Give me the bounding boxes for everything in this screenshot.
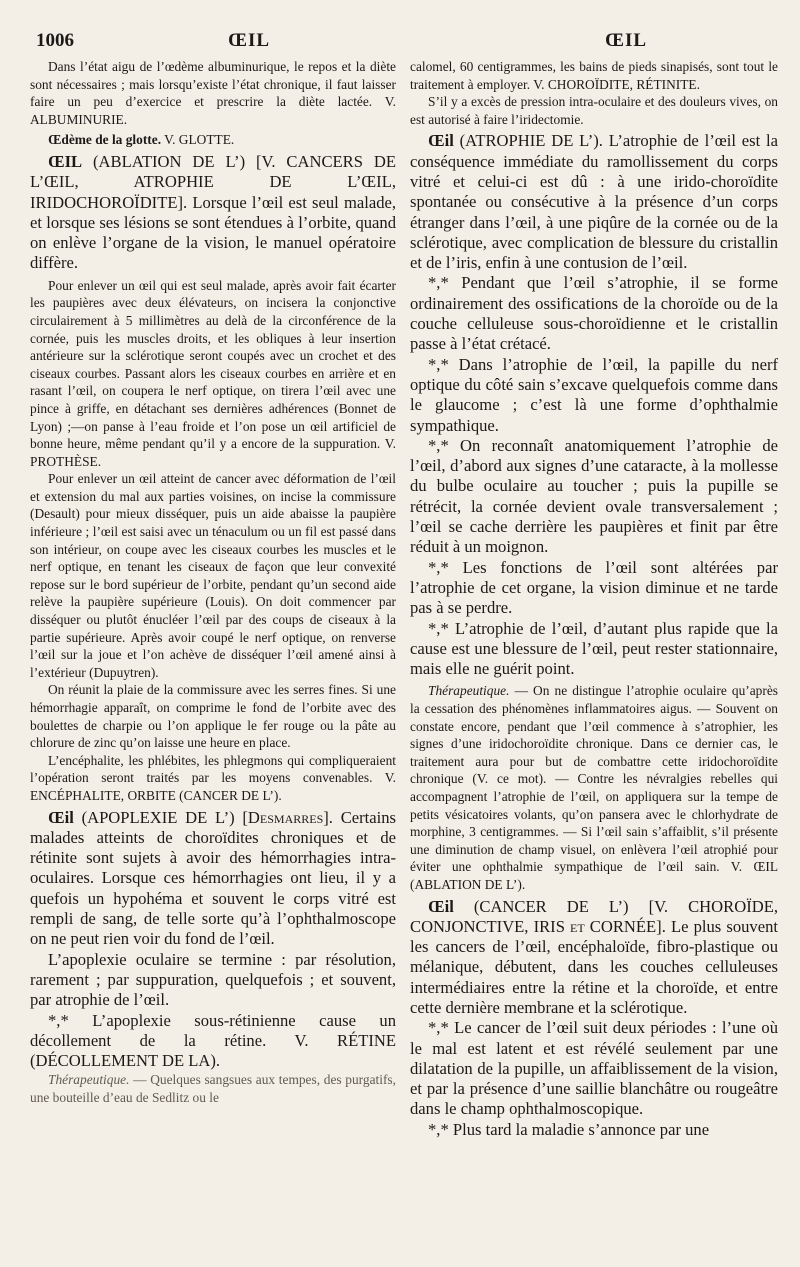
paragraph: Pour enlever un œil qui est seul malade, après avoir fait écarter les paupières avec deux élévateurs, on incisera la conjonctive circulairement à 5 millimètres au delà de la circonférence de la cornée, puis les muscles droits, et les obliques à leur insertion antérieure sur la sclérotique seront coupés avec un crochet et des ciseaux courbes. Passant alors les ciseaux courbes en arrière et en rasant l’œil, on coupera le nerf optique, on tirera l’œil avec une pince à griffe, en détachant ses dernières adhérences (Bonnet de Lyon) ;—on panse à l’eau froide et l’on pose un œil artificiel de bonne heure, même pendant qu’il y a encore de la suppuration. V. PROTHÈSE.: [30, 277, 396, 469]
entry-title: (APOPLEXIE DE L’) [Desmarres].: [81, 807, 333, 827]
entry-heading: Œil: [428, 131, 454, 151]
paragraph: Dans l’état aigu de l’œdème albuminurique, le repos et la diète sont nécessaires ; mais lorsqu’existe l’état chronique, il faut laisser faire un peu d’exercice et prescrire la diète lactée. V. ALBUMINURIE.: [30, 59, 396, 127]
cross-reference: V. GLOTTE.: [164, 132, 235, 148]
note-paragraph: *,* Plus tard la maladie s’annonce par une: [428, 1119, 710, 1139]
entry-atrophie: [410, 131, 778, 273]
right-column: [410, 58, 778, 1140]
entry-title: (ATROPHIE DE L’).: [459, 131, 603, 151]
note-paragraph: *,* Dans l’atrophie de l’œil, la papille du nerf optique du côté sain s’excave quelquefois comme dans le glaucome ; c’est là une forme d’ophthalmie sympathique.: [410, 354, 778, 435]
page-number: 1006: [36, 30, 74, 51]
running-title-left: ŒIL: [228, 30, 271, 51]
therapeutique-label: Thérapeutique.: [48, 1072, 130, 1088]
note-paragraph: *,* L’atrophie de l’œil, d’autant plus rapide que la cause est une blessure de l’œil, peut rester stationnaire, mais elle ne guérit point.: [410, 618, 778, 679]
paragraph: *,* L’apoplexie sous-rétinienne cause un décollement de la rétine. V. RÉTINE (DÉCOLLEMENT DE LA).: [30, 1010, 396, 1071]
paragraph: S’il y a excès de pression intra-oculaire et des douleurs vives, on est autorisé à faire l’iridectomie.: [410, 94, 778, 127]
paragraph: Pour enlever un œil atteint de cancer avec déformation de l’œil et extension du mal aux parties voisines, on incise la commissure (Desault) pour mieux disséquer, puis un aide abaisse la paupière inférieure ; l’œil est saisi avec un ténaculum ou un fil est passé dans son intérieur, on coupe avec les ciseaux courbes les muscles et le nerf optique, en tenant les ciseaux de façon que leur convexité repose sur le bord supérieur de l’orbite, pendant qu’un second aide relève la paupière supérieure (Louis). On doit commencer par disséquer ou plutôt énucléer l’œil par des coups de ciseaux à la partie supérieure. Après avoir coupé le nerf optique, on renverse l’œil sur la joue et l’on achève de disséquer l’œil amené ainsi à l’extérieur (Dupuytren).: [30, 471, 396, 680]
entry-title: (CANCER DE L’) [V. CHOROÏDE, CONJONCTIVE, IRIS et CORNÉE].: [410, 896, 778, 936]
note-paragraph: *,* Les fonctions de l’œil sont altérées par l’atrophie de cet organe, la vision diminue et ne tarde pas à se perdre.: [410, 557, 778, 618]
therapeutique-paragraph: [30, 1071, 396, 1106]
entry-text: Certains malades atteints de choroïdites chroniques et de rétinite sont sujets à avoir des hémorrhagies intra-oculaires. Lorsque ces hémorrhagies ont lieu, il y a quefois un hypohéma et souvent le corps vitré est rempli de sang, de telle sorte qu’à l’ophthalmoscope on ne peut rien voir du fond de l’œil.: [30, 807, 396, 949]
entry-intro: Lorsque l’œil est seul malade, et lorsque ses lésions se sont étendues à l’orbite, quand on enlève l’organe de la vision, le manuel opératoire diffère.: [30, 192, 396, 273]
entry-text: Le plus souvent les cancers de l’œil, encéphaloïde, fibro-plastique ou mélanique, débutent, dans les couches celluleuses intermédiaires entre la rétine et la choroïde, et entre cette dernière membrane et la sclérotique.: [410, 916, 778, 1017]
note-paragraph: *,* Le cancer de l’œil suit deux périodes : l’une où le mal est latent et est révélé seulement par une dilatation de la pupille, un affaiblissement de la vision, et par la présence d’une saillie blanchâtre ou rougeâtre dans le champ ophthalmoscopique.: [410, 1018, 778, 1119]
note-paragraph: *,* On reconnaît anatomiquement l’atrophie de l’œil, d’abord aux signes d’une cataracte, à la mollesse du bulbe oculaire au toucher ; puis la pupille se rétrécit, la cornée devient ovale transversalement ; l’œil se cache derrière les paupières et finit par être réduit à un moignon.: [410, 435, 778, 557]
therapeutique-text: — Quelques sangsues aux tempes, des purgatifs, une bouteille d’eau de Sedlitz ou le: [30, 1072, 396, 1106]
entry-heading: Œil: [428, 896, 454, 916]
entry-text: L’atrophie de l’œil est la conséquence immédiate du ramollissement du corps vitré et celui-ci est dû : à une irido-choroïdite spontanée ou consécutive à la présence d’un corps étranger dans l’œil, à une piqûre de la cornée ou de la sclérotique, avec complication de blessure du cristallin et de l’iris, enfin à une contusion de l’œil.: [410, 131, 778, 273]
therapeutique-paragraph: [410, 682, 778, 893]
paragraph: On réunit la plaie de la commissure avec les serres fines. Si une hémorrhagie apparaît, on comprime le fond de l’orbite avec des boulettes de charpie ou l’on applique le fer rouge ou la pâte au chlorure de zinc qu’on laisse une heure en place.: [30, 682, 396, 751]
paragraph: L’apoplexie oculaire se termine : par résolution, rarement ; par suppuration, quelquefois ; et souvent, par atrophie de l’œil.: [30, 949, 396, 1010]
entry-heading: Œdème de la glotte.: [48, 132, 162, 148]
running-header: [30, 26, 778, 58]
therapeutique-label: Thérapeutique.: [428, 683, 510, 699]
entry-cancer: [410, 897, 778, 1019]
note-paragraph: *,* Pendant que l’œil s’atrophie, il se forme ordinairement des ossifications de la choroïde ou de la couche celluleuse sous-choroïdienne et le cristallin passe à l’état crétacé.: [410, 273, 778, 354]
entry-ablation: [30, 152, 396, 274]
therapeutique-text: — On ne distingue l’atrophie oculaire qu’après la cessation des phénomènes inflammatoires aigus. — Souvent on constate encore, pendant que l’œil commence à s’atrophier, les signes d’une iridochoroïdite chronique. Dans ce dernier cas, le traitement aura pour but de combattre cette iridochoroïdite chronique (V. ce mot). — Contre les névralgies rebelles qui accompagnent l’atrophie de l’œil, on appliquera sur la tempe de petits vésicatoires volants, qu’on pansera avec le chlorhydrate de morphine, 3 centigrammes. — Si l’œil sain s’affaiblit, s’il présente une diminution de champ visuel, on enlèvera l’œil atrophié pour éviter une ophthalmie sympathique de l’œil sain. V. ŒIL (ABLATION DE L’).: [410, 683, 778, 892]
entry-heading: Œil: [48, 807, 74, 827]
entry-oedeme-glotte: [30, 131, 396, 149]
running-title-right: ŒIL: [605, 30, 648, 51]
entry-title: (ABLATION DE L’) [V. CANCERS DE L’ŒIL, ATROPHIE DE L’ŒIL, IRIDOCHOROÏDITE].: [30, 151, 396, 212]
two-column-body: [30, 58, 778, 1140]
left-column: [30, 58, 396, 1140]
paragraph: L’encéphalite, les phlébites, les phlegmons qui compliqueraient l’opération seront traités par les moyens convenables. V. ENCÉPHALITE, ORBITE (CANCER DE L’).: [30, 752, 396, 803]
paragraph: calomel, 60 centigrammes, les bains de pieds sinapisés, sont tout le traitement à employer. V. CHOROÏDITE, RÉTINITE.: [410, 59, 778, 92]
entry-heading: ŒIL: [48, 151, 83, 171]
entry-apoplexie: [30, 808, 396, 950]
